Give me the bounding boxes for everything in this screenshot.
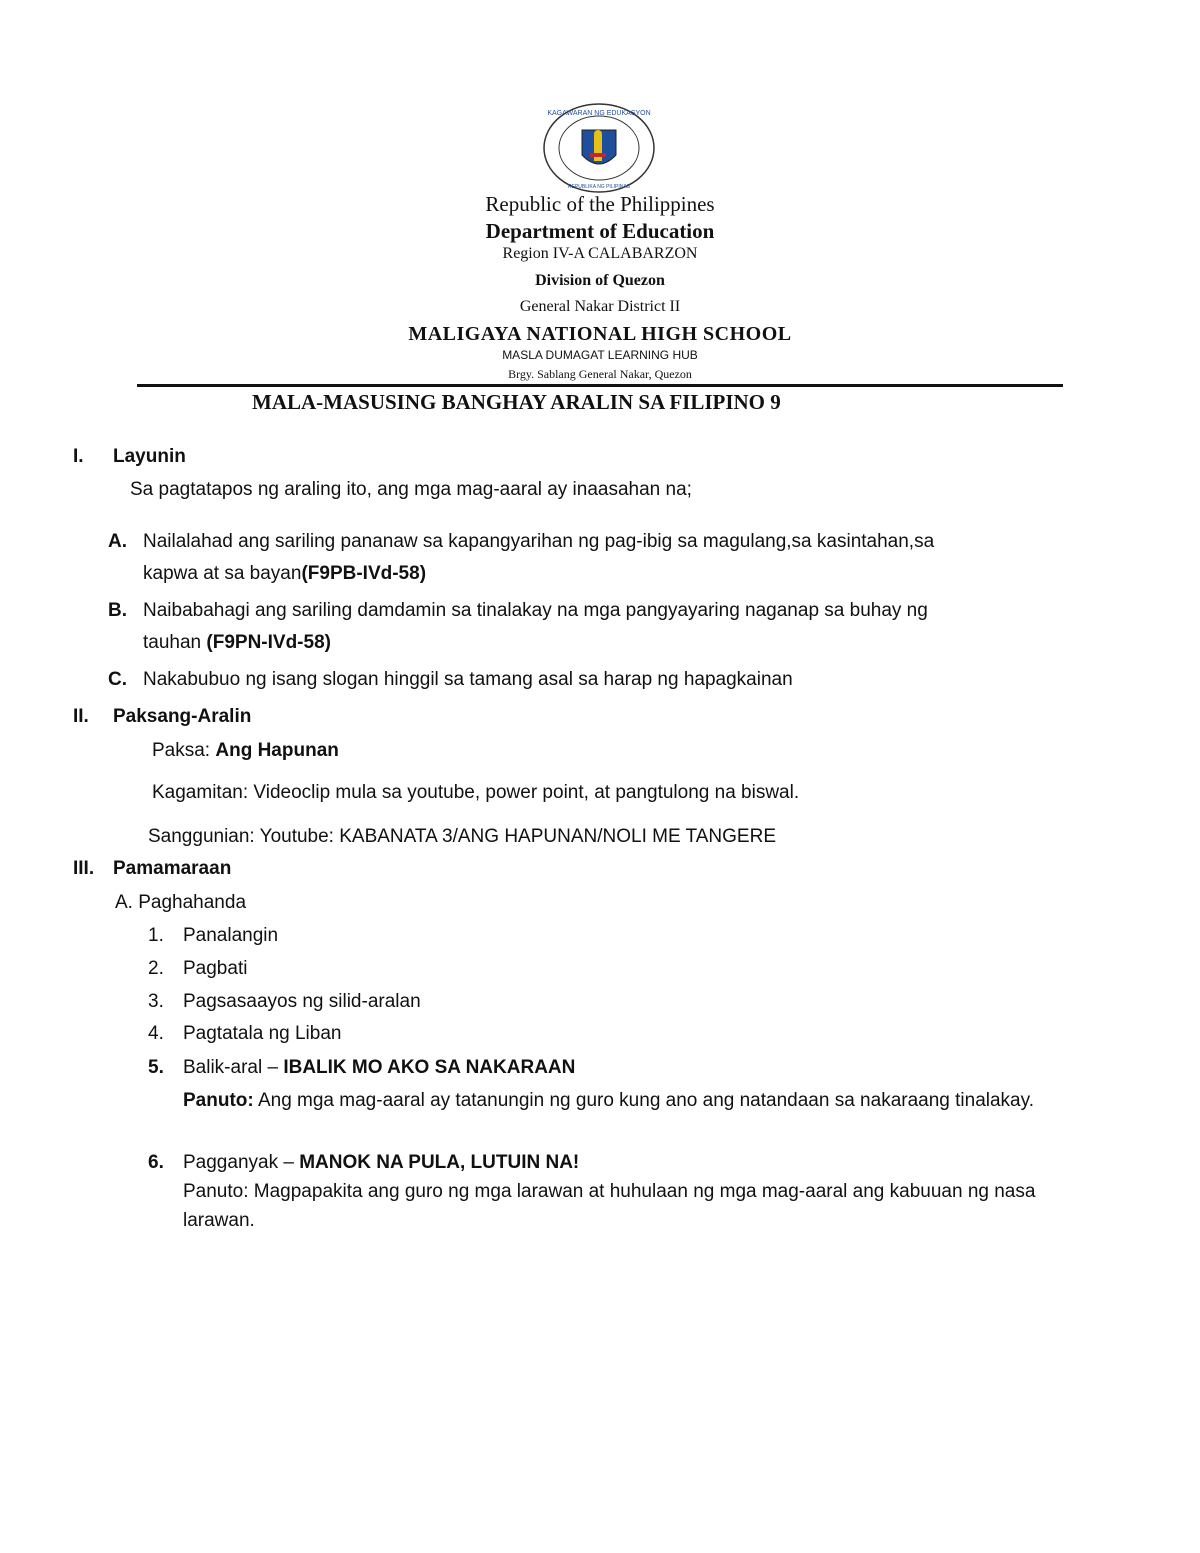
step5-heading [183, 1057, 575, 1079]
step-text: Pagtatala ng Liban [183, 1023, 342, 1044]
objective-c-text: Nakabubuo ng isang slogan hinggil sa tamang asal sa harap ng hapagkainan [143, 669, 793, 690]
step6-panuto-line2: larawan. [183, 1210, 255, 1231]
step5-panuto-label: Panuto: [183, 1090, 254, 1111]
header-region: Region IV-A CALABARZON [502, 245, 698, 262]
seal-bottom-text: REPUBLIKA NG PILIPINAS [568, 184, 630, 190]
step6-panuto-line1: Panuto: Magpapakita ang guro ng mga larawan at huhulaan ng mga mag-aaral ang kabuuan ng nasa [183, 1181, 1036, 1202]
objective-c-letter: C. [108, 669, 127, 690]
paksa-value: Ang Hapunan [215, 740, 339, 761]
objective-a-text-cont [143, 563, 426, 585]
objective-b-letter: B. [108, 600, 127, 621]
deped-seal-logo [542, 103, 656, 193]
section3-number: III. [73, 858, 95, 879]
header-department: Department of Education [485, 219, 715, 243]
section2-title: Paksang-Aralin [113, 706, 252, 727]
header-divider [137, 384, 1063, 387]
step-number: 1. [148, 925, 164, 946]
step-number: 2. [148, 958, 164, 979]
step-number: 4. [148, 1023, 164, 1044]
section1-title: Layunin [113, 446, 186, 467]
section3-title: Pamamaraan [113, 858, 232, 879]
paksa-label: Paksa: [152, 740, 216, 761]
objective-b-text-part: tauhan [143, 632, 207, 653]
step6-heading [183, 1152, 579, 1174]
header-division: Division of Quezon [535, 272, 665, 289]
header-republic: Republic of the Philippines [485, 192, 715, 216]
step-text: Pagsasaayos ng silid-aralan [183, 991, 421, 1012]
objective-b-text-cont [143, 632, 331, 654]
step-text: Panalangin [183, 925, 279, 946]
step6-label: Pagganyak – [183, 1152, 300, 1173]
objective-a-letter: A. [108, 531, 127, 552]
section1-intro: Sa pagtatapos ng araling ito, ang mga mag-aaral ay inaasahan na; [130, 479, 692, 500]
header-hub: MASLA DUMAGAT LEARNING HUB [502, 348, 698, 362]
objective-a-text-part: kapwa at sa bayan [143, 563, 302, 584]
step6-title: MANOK NA PULA, LUTUIN NA! [299, 1152, 580, 1173]
section2-number: II. [73, 706, 89, 727]
header-address: Brgy. Sablang General Nakar, Quezon [508, 367, 692, 381]
section1-number: I. [73, 446, 84, 467]
kagamitan-line: Kagamitan: Videoclip mula sa youtube, power point, at pangtulong na biswal. [152, 782, 800, 803]
step6-number: 6. [148, 1152, 164, 1173]
step5-number: 5. [148, 1057, 164, 1078]
header-district: General Nakar District II [519, 298, 681, 315]
sanggunian-line: Sanggunian: Youtube: KABANATA 3/ANG HAPUNAN/NOLI ME TANGERE [148, 826, 776, 847]
objective-a-text: Nailalahad ang sariling pananaw sa kapangyarihan ng pag-ibig sa magulang,sa kasintahan,sa [143, 531, 935, 552]
objective-b-text: Naibabahagi ang sariling damdamin sa tinalakay na mga pangyayaring naganap sa buhay ng [143, 600, 928, 621]
step-text: Pagbati [183, 958, 248, 979]
step5-label: Balik-aral – [183, 1057, 284, 1078]
step-number: 3. [148, 991, 164, 1012]
seal-top-text: KAGAWARAN NG EDUKASYON [547, 110, 651, 117]
document-title: MALA-MASUSING BANGHAY ARALIN SA FILIPINO 9 [252, 390, 781, 414]
step5-panuto-text: Ang mga mag-aaral ay tatanungin ng guro kung ano ang natandaan sa nakaraang tinalakay. [253, 1090, 1034, 1111]
step5-title: IBALIK MO AKO SA NAKARAAN [283, 1057, 576, 1078]
paksa-line [152, 740, 339, 762]
header-school: MALIGAYA NATIONAL HIGH SCHOOL [408, 323, 792, 345]
objective-a-code: (F9PB-IVd-58) [301, 563, 427, 584]
step5-panuto [183, 1090, 1034, 1112]
objective-b-code: (F9PN-IVd-58) [206, 632, 331, 653]
paghahanda-subheading: A. Paghahanda [115, 892, 247, 913]
